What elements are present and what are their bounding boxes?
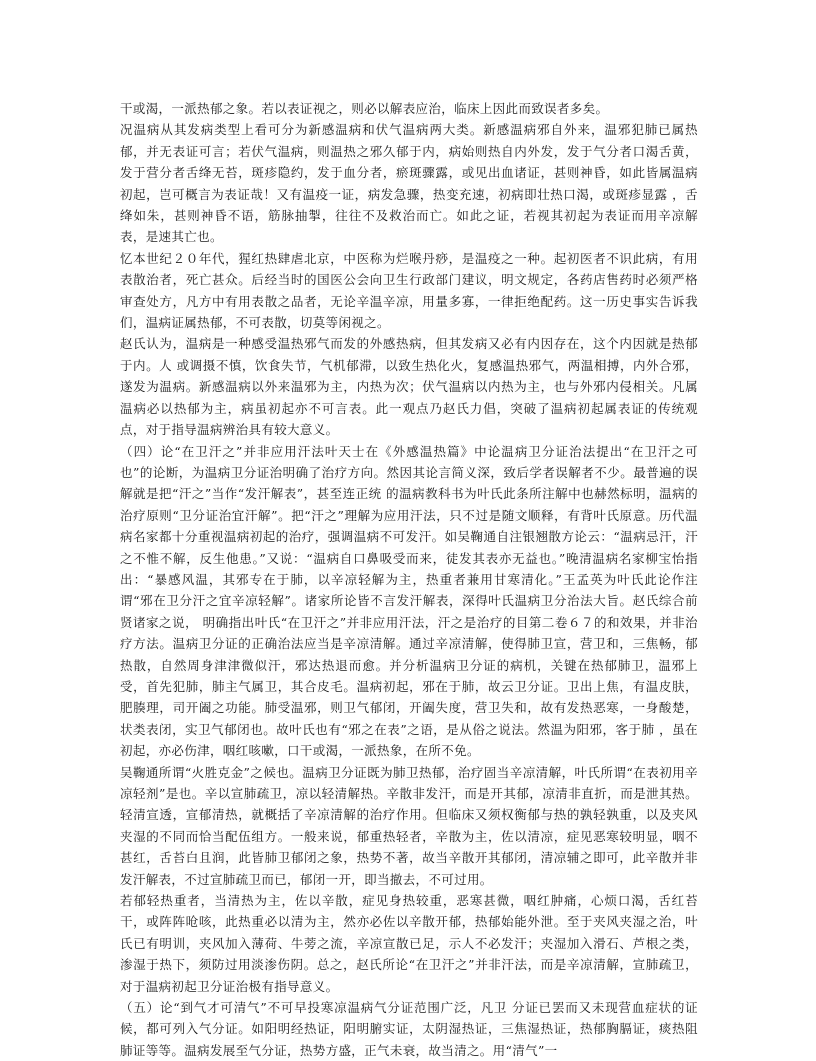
paragraph-8: （五）论“到气才可清气”不可早投寒凉温病气分证范围广泛，凡卫 分证已罢而又未现营血症状的证候，都可列入气分证。如阳明经热证，阳明腑实证，太阴湿热证，三焦湿热证，热郁胸膈证，痰热阻肺证等等。温病发展至气分证，热势方盛，正气未衰，故当清之。用“清气”一 [120,1000,698,1058]
paragraph-7: 若郁轻热重者，当清热为主，佐以辛散，症见身热较重，恶寒甚微，咽红肿痛，心烦口渴，舌红苔干，或阵阵呛咳，此热重必以清为主，然亦必佐以辛散开郁，热郁始能外泄。至于夹风夹湿之治，叶氏已有明训，夹风加入薄荷、牛蒡之流，辛凉宣散已足，示人不必发汗；夹湿加入滑石、芦根之类，渗湿于热下，须防过用淡渗伤阴。总之，赵氏所论“在卫汗之”并非汗法，而是辛凉清解，宣肺疏卫，对于温病初起卫分证治极有指导意义。 [120,893,698,994]
paragraph-3: 忆本世纪２０年代，猩红热肆虐北京，中医称为烂喉丹痧，是温疫之一种。起初医者不识此病，有用表散治者，死亡甚众。后经当时的国医公会向卫生行政部门建议，明文规定，各药店售药时必须严格审查处方，凡方中有用表散之品者，无论辛温辛凉，用量多寡，一律拒绝配药。这一历史事实告诉我们，温病证属热郁，不可表散，切莫等闲视之。 [120,250,698,331]
paragraph-5: （四）论“在卫汗之”并非应用汗法叶天士在《外感温热篇》中论温病卫分证治法提出“在卫汗之可也”的论断，为温病卫分证治明确了治疗方向。然因其论言简义深，致后学者误解者不少。最普遍的误解就是把“汗之”当作“发汗解表”，甚至连正统 的温病教科书为叶氏此条所注解中也赫然标明，温病的治疗原则“卫分证治宜汗解”。把“汗之”理解为应用汗法，只不过是随文顺释，有背叶氏原意。历代温病名家都十分重视温病初起的治疗，强调温病不可发汗。如吴鞠通自注银翘散方论云：“温病忌汗，汗之不惟不解，反生他患。”又说：“温病自口鼻吸受而来，徒发其表亦无益也。”晚清温病名家柳宝怡指出：“暴感风温，其邪专在于肺，以辛凉轻解为主，热重者兼用甘寒清化。”王孟英为叶氏此论作注谓“邪在卫分汗之宜辛凉轻解”。诸家所论皆不言发汗解表，深得叶氏温病卫分治法大旨。赵氏综合前贤诸家之说， 明确指出叶氏“在卫汗之”并非应用汗法，汗之是治疗的目第二卷６７的和效果，并非治疗方法。温病卫分证的正确治法应当是辛凉清解。通过辛凉清解，使得肺卫宣，营卫和，三焦畅，郁热散，自然周身津津微似汗，邪达热退而愈。并分析温病卫分证的病机，关键在热郁肺卫，温邪上受，首先犯肺，肺主气属卫，其合皮毛。温病初起，邪在于肺，故云卫分证。卫出上焦，有温皮肤，肥腠理，司开阖之功能。肺受温邪，则卫气郁闭，开阖失度，营卫失和，故有发热恶寒，一身酸楚，状类表闭，实卫气郁闭也。故叶氏也有“邪之在表”之语，是从俗之说法。然温为阳邪，客于肺 ，虽在初起，亦必伤津，咽红咳嗽，口干或渴，一派热象，在所不免。 [120,443,698,759]
paragraph-6: 吴鞠通所谓“火胜克金”之候也。温病卫分证既为肺卫热郁，治疗固当辛凉清解，叶氏所谓“在表初用辛凉轻剂”是也。辛以宣肺疏卫，凉以轻清解热。辛散非发汗，而是开其郁，凉清非直折，而是泄其热。轻清宣透，宣郁清热，就概括了辛凉清解的治疗作用。但临床又须权衡郁与热的孰轻孰重，以及夹风夹湿的不同而恰当配伍组方。一般来说，郁重热轻者，辛散为主，佐以清凉，症见恶寒较明显，咽不甚红，舌苔白且润，此皆肺卫郁闭之象，热势不著，故当辛散开其郁闭，清凉辅之即可，此辛散并非 发汗解表，不过宣肺疏卫而已，郁闭一开，即当撤去，不可过用。 [120,764,698,887]
document-page [120,98,698,1061]
paragraph-4: 赵氏认为，温病是一种感受温热邪气而发的外感热病，但其发病又必有内因存在，这个内因就是热郁于内。人 或调摄不慎，饮食失节，气机郁滞，以致生热化火，复感温热邪气，两温相搏，内外合邪，遂发为温病。新感温病以外来温邪为主，内热为次；伏气温病以内热为主，也与外邪内侵相关。凡属温病必以热郁为主，病虽初起亦不可言表。此一观点乃赵氏力倡，突破了温病初起属表证的传统观点，对于指导温病辨治具有较大意义。 [120,336,698,438]
paragraph-2: 况温病从其发病类型上看可分为新感温病和伏气温病两大类。新感温病邪自外来，温邪犯肺已属热郁，并无表证可言；若伏气温病，则温热之邪久郁于内，病始则热自内外发，发于气分者口渴舌黄，发于营分者舌绛无苔，斑疹隐约，发于血分者，瘀斑骤露，或见出血诸证，甚则神昏，如此皆属温病初起，岂可概言为表证哉！又有温疫一证，病发急骤，热变充速，初病即壮热口渴，或斑疹显露 ，舌绛如朱，甚则神昏不语，筋脉抽掣，往往不及救治而亡。如此之证，若视其初起为表证而用辛凉解表，是速其亡也。 [120,122,698,245]
paragraph-1: 干或渴，一派热郁之象。若以表证视之，则必以解表应治，临床上因此而致误者多矣。 [120,101,609,116]
